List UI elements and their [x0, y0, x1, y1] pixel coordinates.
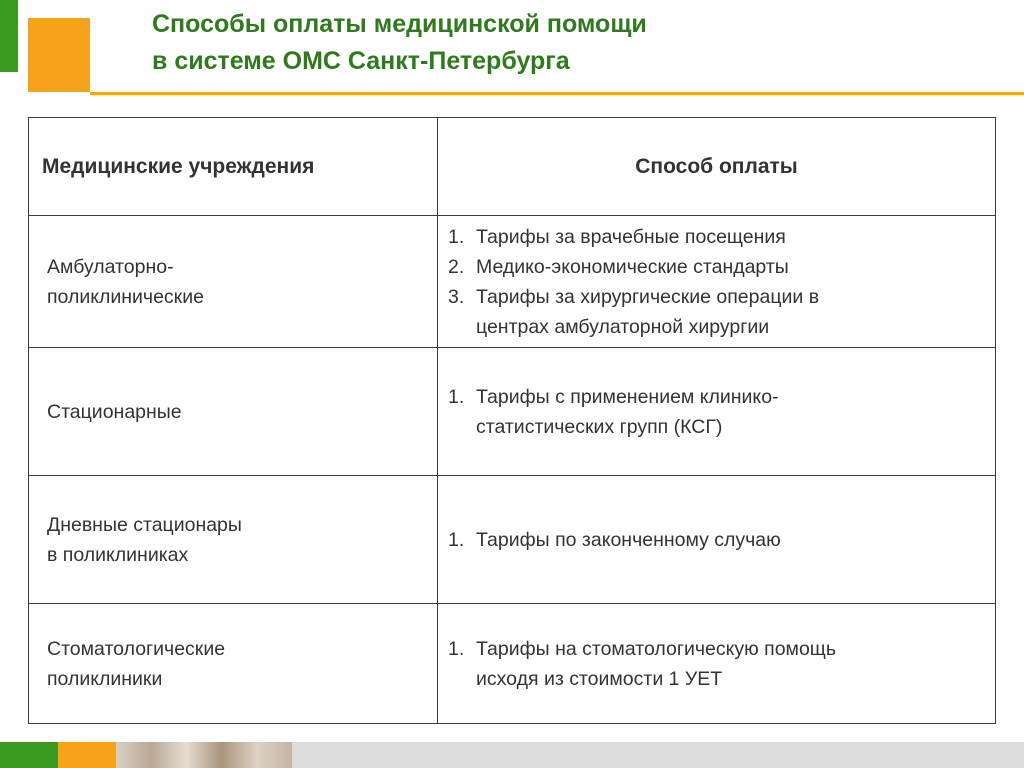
method-item [439, 222, 994, 252]
method-text: Тарифы с применением клинико-статистических групп (КСГ) [476, 385, 779, 438]
table-row [29, 604, 996, 724]
method-number: 1. [448, 637, 465, 660]
method-number: 2. [448, 255, 465, 278]
methods-cell [438, 604, 996, 724]
footer-gray-bar [292, 742, 1024, 768]
header-divider [90, 92, 1024, 95]
table-header-row [29, 118, 996, 216]
methods-cell [438, 348, 996, 476]
payment-methods-table [28, 117, 996, 724]
method-item [439, 382, 994, 442]
page-title [152, 6, 1012, 80]
method-number: 3. [448, 285, 465, 308]
institution-line: Амбулаторно- [47, 255, 174, 278]
institution-cell [29, 216, 438, 348]
table-row [29, 348, 996, 476]
header-green-block [0, 0, 18, 72]
header-payment-method: Способ оплаты [438, 118, 996, 216]
method-item [439, 282, 994, 342]
table-row [29, 216, 996, 348]
method-item [439, 525, 994, 555]
institution-cell [29, 604, 438, 724]
method-number: 1. [448, 528, 465, 551]
methods-cell [438, 216, 996, 348]
method-item [439, 252, 994, 282]
footer-people-photo [116, 742, 292, 768]
table-row [29, 476, 996, 604]
footer-orange-block [58, 742, 116, 768]
institution-line: поликлиники [47, 667, 163, 690]
method-number: 1. [448, 225, 465, 248]
institution-line: в поликлиниках [47, 543, 189, 566]
header-institutions: Медицинские учреждения [29, 118, 438, 216]
institution-cell [29, 476, 438, 604]
institution-line: Стационарные [47, 400, 182, 423]
page-title-line-1: Способы оплаты медицинской помощи [152, 10, 647, 38]
method-text: Тарифы за врачебные посещения [476, 225, 786, 248]
methods-cell [438, 476, 996, 604]
header-orange-block [28, 18, 90, 92]
method-number: 1. [448, 385, 465, 408]
method-text: Тарифы по законченному случаю [476, 528, 781, 551]
institution-line: поликлинические [47, 285, 204, 308]
footer-green-block [0, 742, 58, 768]
institution-line: Стоматологические [47, 637, 226, 660]
page-title-line-2: в системе ОМС Санкт-Петербурга [152, 47, 570, 75]
institution-line: Дневные стационары [47, 513, 242, 536]
method-text: Тарифы за хирургические операции в центрах амбулаторной хирургии [476, 285, 820, 338]
institution-cell [29, 348, 438, 476]
method-text: Медико-экономические стандарты [476, 255, 789, 278]
method-item [439, 634, 994, 694]
method-text: Тарифы на стоматологическую помощь исходя из стоимости 1 УЕТ [476, 637, 836, 690]
